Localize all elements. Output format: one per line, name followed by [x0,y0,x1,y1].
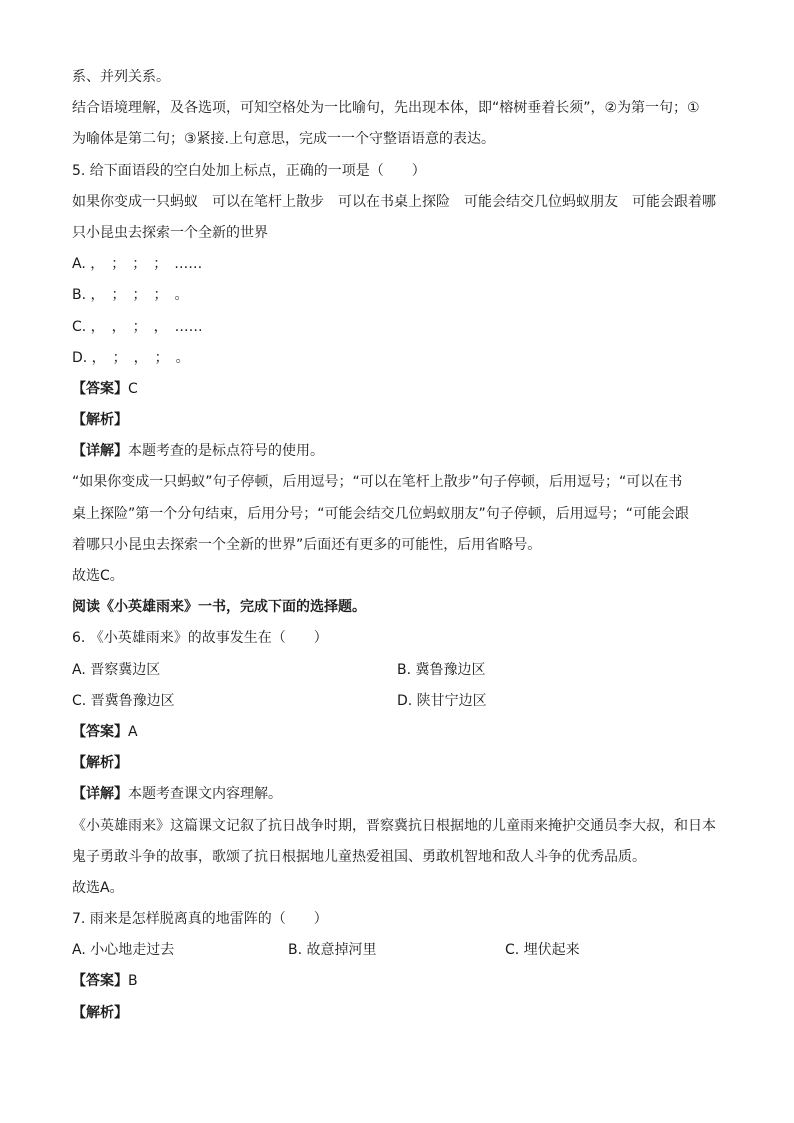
question-6-options-row [72,686,732,717]
document-page [72,62,732,1029]
question-6-options-row [72,655,732,686]
question-7-options-row [72,935,732,966]
answer-line [72,717,732,748]
conclusion-line: 故选A。 [72,879,124,896]
detail-text: 本题考查课文内容理解。 [128,786,282,803]
option-b: B. 冀鲁豫边区 [397,661,486,678]
analysis-tag: 【解析】 [72,755,128,772]
answer-tag: 【答案】 [72,380,128,397]
text-line: 结合语境理解，及各选项，可知空格处为一比喻句，先出现本体，即“榕树垂着长须”，②为第一句；① [72,100,700,117]
conclusion-line: 故选C。 [72,568,124,584]
option-a: A. ， ； ； ； …… [72,256,203,273]
detail-text: 本题考查的是标点符号的使用。 [128,443,324,460]
question-5-passage: 只小昆虫去探索一个全新的世界 [72,224,268,241]
option-d: D. ， ； ， ； 。 [72,349,190,366]
answer-value: B [128,973,138,990]
section-heading: 阅读《小英雄雨来》一书，完成下面的选择题。 [72,599,366,616]
explanation-line: 《小英雄雨来》这篇课文记叙了抗日战争时期，晋察冀抗日根据地的儿童雨来掩护交通员李大叔，和日本 [72,817,716,834]
option-a: A. 晋察冀边区 [72,661,161,678]
option-c: C. ， ， ； ， …… [72,318,203,335]
question-5-stem: 5. 给下面语段的空白处加上标点，正确的一项是（ ） [72,162,426,179]
answer-tag: 【答案】 [72,973,128,990]
text-line: 系、并列关系。 [72,69,170,85]
option-a: A. 小心地走过去 [72,942,175,959]
question-6-stem: 6. 《小英雄雨来》的故事发生在（ ） [72,630,328,647]
option-c: C. 晋冀鲁豫边区 [72,692,175,709]
answer-value: C [128,380,138,397]
explanation-line: “如果你变成一只蚂蚁”句子停顿，后用逗号；“可以在笔杆上散步”句子停顿，后用逗号；“可以在书 [72,474,683,491]
analysis-tag: 【解析】 [72,412,128,429]
explanation-line: 着哪只小昆虫去探索一个全新的世界”后面还有更多的可能性，后用省略号。 [72,536,542,553]
explanation-line: 桌上探险”第一个分句结束，后用分号；“可能会结交几位蚂蚁朋友”句子停顿，后用逗号；“可能会跟 [72,505,690,522]
option-d: D. 陕甘宁边区 [397,692,487,709]
explanation-line: 鬼子勇敢斗争的故事，歌颂了抗日根据地儿童热爱祖国、勇敢机智地和敌人斗争的优秀品质。 [72,848,646,865]
question-7-stem: 7. 雨来是怎样脱离真的地雷阵的（ ） [72,911,328,928]
analysis-tag: 【解析】 [72,1004,128,1021]
answer-value: A [128,723,138,740]
answer-line [72,374,732,405]
detail-line [72,779,732,810]
text-line: 为喻体是第二句；③紧接.上句意思，完成一一个守整语语意的表达。 [72,131,495,148]
answer-tag: 【答案】 [72,723,128,740]
detail-tag: 【详解】 [72,443,128,460]
option-b: B. 故意掉河里 [288,942,377,959]
question-5-passage: 如果你变成一只蚂蚁 可以在笔杆上散步 可以在书桌上探险 可能会结交几位蚂蚁朋友 可能会跟着哪 [72,193,716,210]
detail-line [72,436,732,467]
detail-tag: 【详解】 [72,786,128,803]
option-c: C. 埋伏起来 [505,942,580,959]
answer-line [72,966,732,997]
option-b: B. ， ； ； ； 。 [72,287,189,304]
